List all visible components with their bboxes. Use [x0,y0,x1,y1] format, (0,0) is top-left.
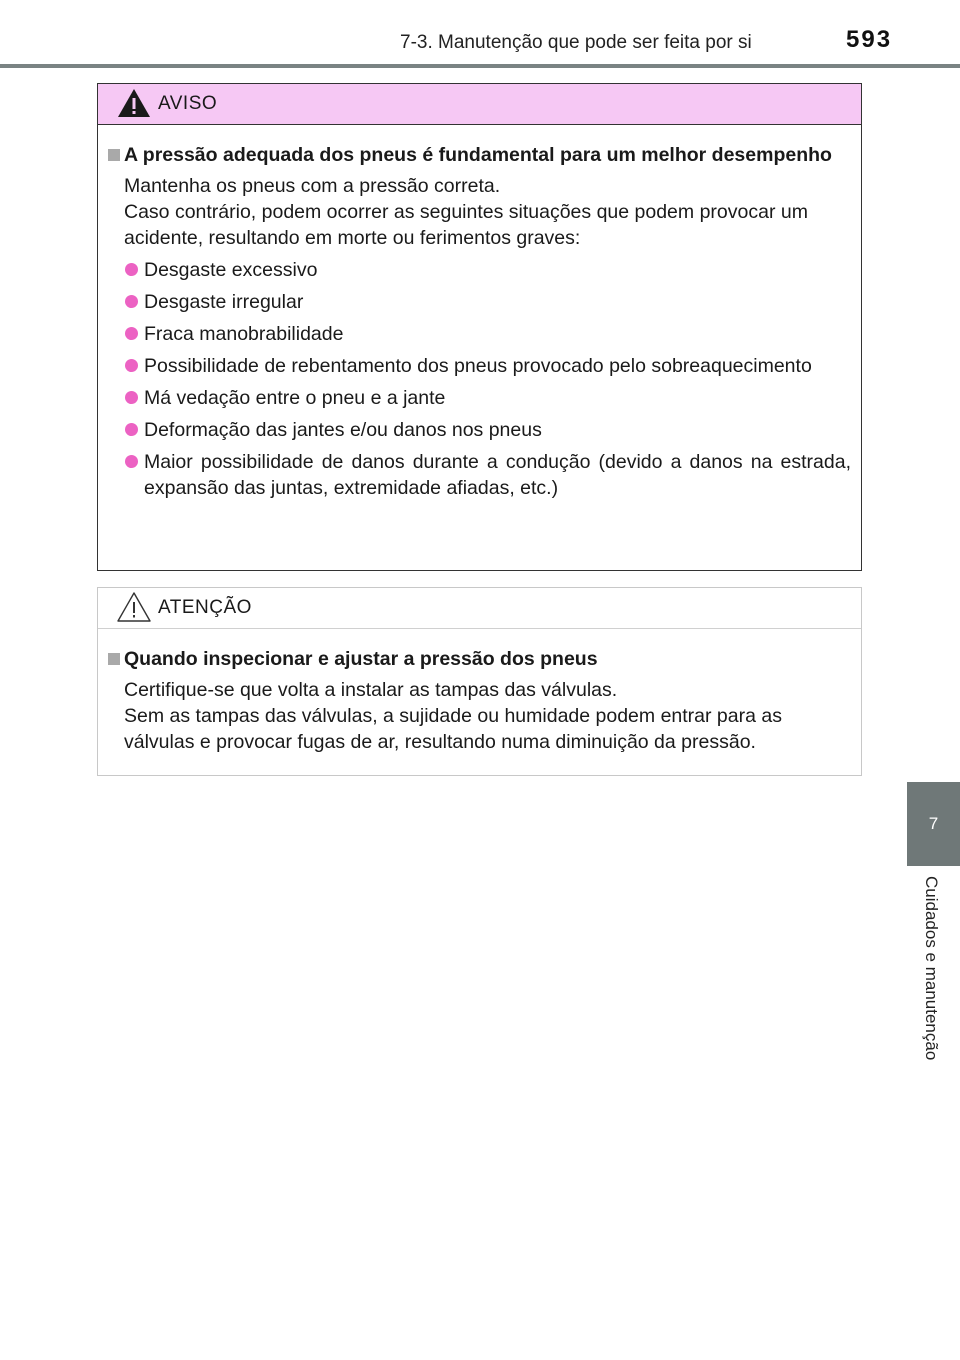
caution-header [98,588,861,629]
list-item [108,257,851,283]
list-item [108,353,851,379]
section-square-icon [108,149,120,161]
header-rule [0,64,960,68]
list-item-text: Desgaste irregular [144,291,304,313]
chapter-tab [907,782,960,866]
caution-body [98,629,861,755]
bullet-dot-icon [125,423,138,436]
list-item [108,385,851,411]
caution-line: Certifique-se que volta a instalar as tampas das válvulas. [124,679,618,701]
page-number: 593 [846,26,893,53]
bullet-dot-icon [125,327,138,340]
caution-label: ATENÇÃO [158,597,252,618]
bullet-dot-icon [125,359,138,372]
list-item-text: Fraca manobrabilidade [144,323,344,345]
caution-section-title [108,647,851,672]
header-title: 7-3. Manutenção que pode ser feita por si [400,32,752,53]
warning-line: Mantenha os pneus com a pressão correta. [124,175,501,197]
chapter-label-text: Cuidados e manutenção [922,876,941,1061]
list-item [108,449,851,501]
caution-line: Sem as tampas das válvulas, a sujidade ou humidade podem entrar para as válvulas e provocar fugas de ar, resultando numa diminuição da pressão. [124,705,782,753]
warning-label: AVISO [158,93,218,114]
bullet-dot-icon [125,391,138,404]
bullet-dot-icon [125,295,138,308]
list-item-text: Má vedação entre o pneu e a jante [144,387,446,409]
list-item-text: Possibilidade de rebentamento dos pneus provocado pelo sobreaquecimento [144,355,812,377]
section-square-icon [108,653,120,665]
warning-box [97,83,862,571]
warning-body [98,125,861,501]
caution-box [97,587,862,776]
chapter-side-label [907,876,960,1106]
list-item [108,417,851,443]
caution-section-title-text: Quando inspecionar e ajustar a pressão dos pneus [124,648,598,670]
warning-section-title-text: A pressão adequada dos pneus é fundamental para um melhor desempenho [124,144,832,166]
caution-paragraph [108,677,851,755]
bullet-dot-icon [125,455,138,468]
warning-bullet-list [108,257,851,501]
list-item-text: Deformação das jantes e/ou danos nos pneus [144,419,542,441]
warning-section-title [108,143,851,168]
bullet-dot-icon [125,263,138,276]
warning-header [98,84,861,125]
list-item-text: Maior possibilidade de danos durante a condução (devido a danos na estrada, expansão das juntas, extremidade afiadas, etc.) [144,451,851,499]
chapter-number: 7 [928,814,939,833]
warning-triangle-icon [116,87,152,119]
warning-line: Caso contrário, podem ocorrer as seguintes situações que podem provocar um acidente, resultando em morte ou ferimentos graves: [124,201,808,249]
caution-triangle-icon [116,591,152,623]
list-item [108,289,851,315]
list-item-text: Desgaste excessivo [144,259,318,281]
warning-paragraph [108,173,851,251]
list-item [108,321,851,347]
